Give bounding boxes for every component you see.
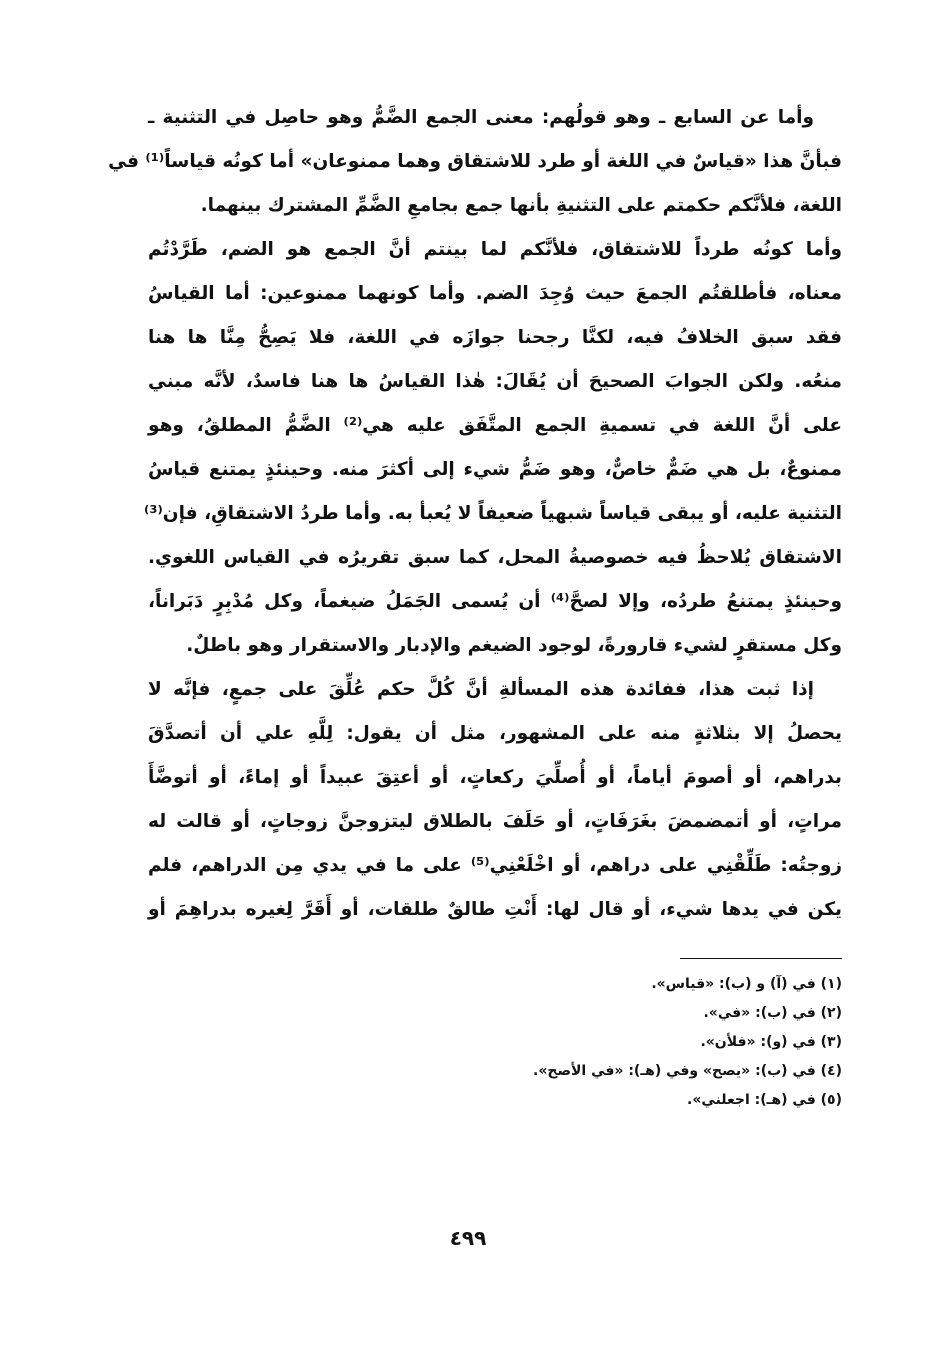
main-text xyxy=(108,96,842,932)
footnote-divider xyxy=(680,958,842,959)
footnote: (٤) في (ب): «يصح» وفي (هـ): «في الأصح». xyxy=(533,1063,842,1079)
text-line: الاشتقاق يُلاحظُ فيه خصوصيةُ المحل، كما سبق تقريرُه في القياس اللغوي. xyxy=(148,547,842,568)
text-line: إذا ثبت هذا، ففائدة هذه المسألةِ أنَّ كُلَّ حكم عُلِّقَ على جمعٍ، فإنَّه لا xyxy=(148,679,814,700)
text-line: فبأنَّ هذا «قياسٌ في اللغة أو طرد للاشتقاق وهما ممنوعان» أما كونُه قياساً⁽¹⁾ في xyxy=(108,151,842,172)
text-line: وأما عن السابع ـ وهو قولُهم: معنى الجمع الضَّمُّ وهو حاصِل في التثنية ـ xyxy=(148,107,814,128)
footnote: (٥) في (هـ): اجعلني». xyxy=(687,1092,842,1108)
text-line: ممنوعٌ، بل هي ضَمٌّ خاصٌّ، وهو ضَمُّ شيء إلى أكثرَ منه. وحينئذٍ يمتنع قياسُ xyxy=(148,459,842,480)
text-line: وحينئذٍ يمتنعُ طردُه، وإلا لصحَّ⁽⁴⁾ أن يُسمى الجَمَلُ ضيغماً، وكل مُدْبِرٍ دَبَراناً، xyxy=(148,591,842,612)
text-line: فقد سبق الخلافُ فيه، لكنَّا رجحنا جوازَه في اللغة، فلا يَصِحُّ مِنَّا ها هنا xyxy=(148,327,842,348)
text-line: وأما كونُه طرداً للاشتقاق، فلأنَّكم لما بينتم أنَّ الجمع هو الضم، طَرَّدْتُم xyxy=(148,239,842,260)
text-line: بدراهم، أو أصومَ أياماً، أو أُصلِّيَ ركعاتٍ، أو أعتِقَ عبيداً أو إماءً، أو أتوضَّأَ xyxy=(148,767,842,788)
footnote: (٣) في (و): «فلأن». xyxy=(700,1034,842,1050)
text-line: معناه، فأطلقتُم الجمعَ حيث وُجِدَ الضم. وأما كونهما ممنوعين: أما القياسُ xyxy=(148,283,842,304)
page-number: ٤٩٩ xyxy=(449,1226,487,1250)
text-line: يكن في يدها شيء، أو قال لها: أَنْتِ طالقٌ طلقات، أو أَقَرَّ لِغيره بدراهِمَ أو xyxy=(148,899,842,920)
text-line: اللغة، فلأنَّكم حكمتم على التثنيةِ بأنها جمع بجامعِ الضَّمِّ المشترك بينهما. xyxy=(200,195,842,216)
text-line: التثنية عليه، أو يبقى قياساً شبهياً ضعيفاً لا يُعبأ به. وأما طردُ الاشتقاقِ، فإن⁽³⁾ xyxy=(144,503,842,524)
text-line: يحصلُ إلا بثلاثةٍ منه على المشهور، مثل أن يقول: لِلَّهِ علي أن أتصدَّقَ xyxy=(148,723,842,744)
text-line: وكل مستقرٍ لشيء قارورةً، لوجود الضيغم والإدبار والاستقرار وهو باطلٌ. xyxy=(186,635,842,656)
footnotes xyxy=(300,970,842,1115)
text-line: على أنَّ اللغة في تسميةِ الجمع المتَّفَق عليه هي⁽²⁾ الضَّمُّ المطلقُ، وهو xyxy=(148,415,842,436)
footnote: (٢) في (ب): «في». xyxy=(703,1005,842,1021)
text-line: منعُه. ولكن الجوابَ الصحيحَ أن يُقَالَ: هٰذا القياسُ ها هنا فاسدٌ، لأنَّه مبني xyxy=(148,371,842,392)
footnote: (١) في (آ) و (ب): «قياس». xyxy=(651,976,842,992)
text-line: زوجتُه: طَلِّقْنِي على دراهم، أو اخْلَعْنِي⁽⁵⁾ على ما في يدي مِن الدراهم، فلم xyxy=(148,855,842,876)
text-line: مراتٍ، أو أتمضمضَ بغَرَفَاتٍ، أو حَلَفَ بالطلاق ليتزوجنَّ زوجاتٍ، أو قالت له xyxy=(148,811,842,832)
